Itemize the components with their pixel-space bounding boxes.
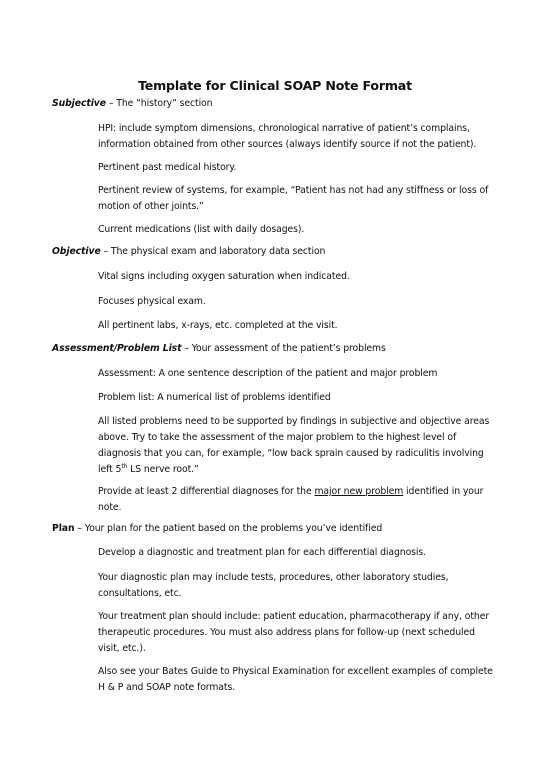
page-title: Template for Clinical SOAP Note Format	[138, 78, 412, 93]
assessment-item-differential	[98, 484, 498, 516]
assessment-item-summary: Assessment: A one sentence description of the patient and major problem	[98, 368, 438, 379]
plan-desc: – Your plan for the patient based on the problems you’ve identified	[74, 523, 383, 534]
subjective-item-medications: Current medications (list with daily dosages).	[98, 224, 305, 235]
objective-item-labs: All pertinent labs, x-rays, etc. completed at the visit.	[98, 320, 338, 331]
objective-heading	[52, 246, 325, 257]
assessment-item-supported-findings	[98, 414, 498, 479]
plan-item-bates-guide: Also see your Bates Guide to Physical Examination for excellent examples of complete H & P and SOAP note formats.	[98, 666, 493, 693]
radiculitis-text-end: LS nerve root.”	[127, 464, 199, 475]
subjective-item-past-history: Pertinent past medical history.	[98, 162, 237, 173]
assessment-heading	[52, 343, 386, 354]
subjective-item-review-systems: Pertinent review of systems, for example, “Patient has not had any stiffness or loss of motion of other joints.”	[98, 185, 489, 212]
ordinal-suffix: th	[121, 463, 128, 470]
assessment-desc: – Your assessment of the patient’s problems	[181, 343, 386, 354]
assessment-item-problem-list: Problem list: A numerical list of problems identified	[98, 392, 331, 403]
major-new-problem-text: major new problem	[314, 486, 404, 497]
subjective-item-hpi: HPI: include symptom dimensions, chronological narrative of patient’s complains, information obtained from other sources (always identify source if not the patient).	[98, 123, 477, 150]
objective-desc: – The physical exam and laboratory data section	[100, 246, 326, 257]
subjective-heading	[52, 98, 212, 109]
subjective-label: Subjective	[52, 98, 106, 109]
plan-item-develop: Develop a diagnostic and treatment plan for each differential diagnosis.	[98, 547, 426, 558]
assessment-label: Assessment/Problem List	[52, 343, 182, 354]
differential-text-end: identified in your note.	[98, 486, 484, 513]
differential-text: Provide at least 2 differential diagnoses for the	[98, 486, 315, 497]
plan-label: Plan	[52, 523, 75, 534]
plan-item-diagnostic: Your diagnostic plan may include tests, procedures, other laboratory studies, consultations, etc.	[98, 572, 449, 599]
plan-item-treatment: Your treatment plan should include: patient education, pharmacotherapy if any, other therapeutic procedures. You must also address plans for follow-up (next scheduled visit, etc.).	[98, 611, 490, 654]
objective-item-exam: Focuses physical exam.	[98, 296, 206, 307]
subjective-desc: – The “history” section	[105, 98, 213, 109]
objective-label: Objective	[52, 246, 101, 257]
radiculitis-text: All listed problems need to be supported by findings in subjective and objective areas above. Try to take the assessment of the major problem to the highest level of diagnosis that you can, for example, “low back sprain caused by radiculitis involving left 5	[98, 416, 490, 475]
plan-heading	[52, 523, 382, 534]
objective-item-vitals: Vital signs including oxygen saturation when indicated.	[98, 271, 350, 282]
